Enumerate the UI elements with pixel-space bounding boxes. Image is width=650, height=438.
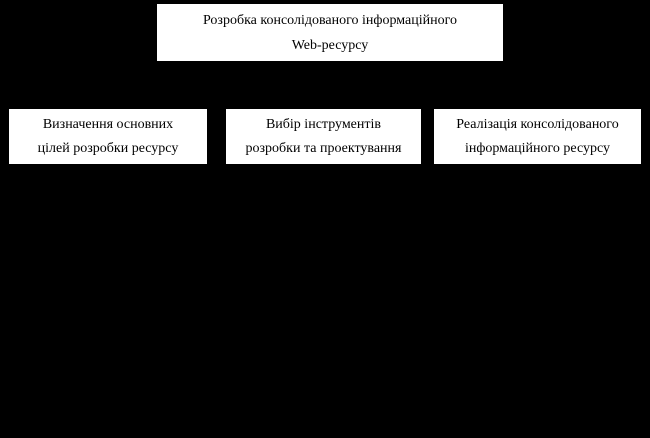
flowchart-box-implementation bbox=[433, 108, 642, 165]
flowchart-box-implementation-line-2: інформаційного ресурсу bbox=[464, 140, 611, 156]
flowchart-box-title-line-1: Розробка консолідованого інформаційного bbox=[202, 12, 457, 28]
flowchart-box-implementation-line-1: Реалізація консолідованого bbox=[456, 116, 619, 132]
flowchart-box-title bbox=[156, 3, 504, 62]
flowchart-box-title-line-2: Web-ресурсу bbox=[291, 37, 369, 53]
flowchart-box-tools-line-2: розробки та проектування bbox=[245, 140, 402, 156]
flowchart-box-goals-line-1: Визначення основних bbox=[42, 116, 174, 132]
flowchart-box-goals-line-2: цілей розробки ресурсу bbox=[37, 140, 179, 156]
flowchart-box-tools-line-1: Вибір інструментів bbox=[265, 116, 382, 132]
flowchart-box-tools bbox=[225, 108, 422, 165]
flowchart-box-goals bbox=[8, 108, 208, 165]
